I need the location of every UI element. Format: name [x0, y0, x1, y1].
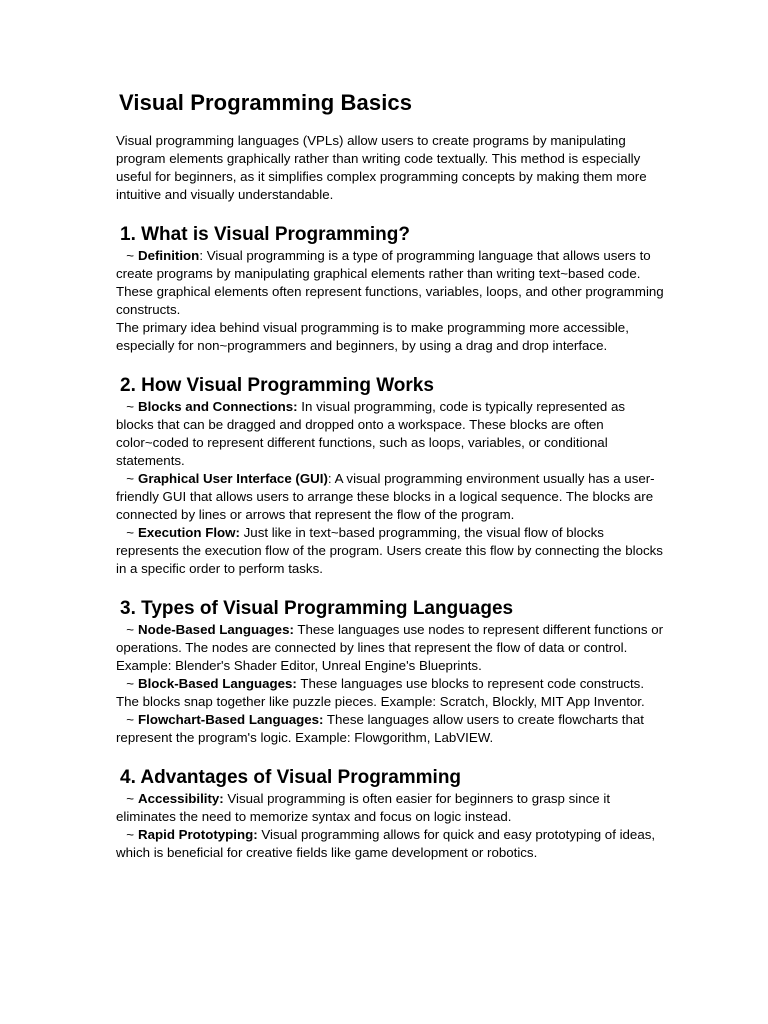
item-separator: : — [199, 248, 204, 263]
list-item — [116, 470, 666, 524]
item-text: These languages allow users to create flowcharts that represent the program's logic. Example: Flowgorithm, LabVIEW. — [116, 712, 644, 745]
list-item — [116, 398, 666, 470]
item-text: Just like in text~based programming, the visual flow of blocks represents the execution flow of the program. Users create this flow by connecting the blocks in a specific order to perform tasks. — [116, 525, 663, 576]
section-heading: 4. Advantages of Visual Programming — [120, 767, 462, 788]
tilde-marker: ~ — [126, 676, 134, 691]
tilde-marker: ~ — [126, 471, 134, 486]
item-text: These languages use nodes to represent different functions or operations. The nodes are connected by lines that represent the flow of data or control. Example: Blender's Shader Editor, Unreal Engine's Blueprints. — [116, 622, 664, 673]
item-term: Block-Based Languages: — [138, 676, 297, 691]
item-term: Rapid Prototyping: — [138, 827, 258, 842]
item-separator: : — [327, 471, 332, 486]
tilde-marker: ~ — [126, 399, 134, 414]
document-page — [116, 88, 666, 862]
item-text: Visual programming allows for quick and easy prototyping of ideas, which is beneficial for creative fields like game development or robotics. — [116, 827, 656, 860]
item-term: Blocks and Connections: — [138, 399, 298, 414]
section-heading: 3. Types of Visual Programming Languages — [120, 598, 514, 619]
list-item — [116, 790, 666, 826]
item-term: Accessibility: — [138, 791, 224, 806]
section-what-is — [116, 223, 666, 355]
item-text: These languages use blocks to represent code constructs. The blocks snap together like puzzle pieces. Example: Scratch, Blockly, MIT App Inventor. — [116, 676, 645, 709]
item-term: Flowchart-Based Languages: — [138, 712, 324, 727]
section-how-it-works — [116, 374, 666, 578]
item-term: Definition — [138, 248, 200, 263]
item-term: Graphical User Interface (GUI) — [138, 471, 328, 486]
tilde-marker: ~ — [126, 827, 134, 842]
section-heading: 1. What is Visual Programming? — [120, 224, 410, 245]
list-item — [116, 621, 666, 675]
tilde-marker: ~ — [126, 248, 134, 263]
list-item — [116, 524, 666, 578]
intro-paragraph: Visual programming languages (VPLs) allow users to create programs by manipulating program elements graphically rather than writing code textually. This method is especially useful for beginners, as it simplifies complex programming concepts by making them more intuitive and visually understandable. — [116, 133, 647, 202]
document-title: Visual Programming Basics — [119, 90, 413, 115]
tilde-marker: ~ — [126, 712, 134, 727]
item-text: A visual programming environment usually has a user-friendly GUI that allows users to arrange these blocks in a logical sequence. The blocks are connected by lines or arrows that represent the flow of the program. — [116, 471, 655, 522]
section-types — [116, 597, 666, 747]
section-heading: 2. How Visual Programming Works — [120, 375, 434, 396]
list-item — [116, 247, 666, 319]
item-term: Node-Based Languages: — [138, 622, 294, 637]
list-item — [116, 826, 666, 862]
section-advantages — [116, 766, 666, 862]
item-text: Visual programming is often easier for beginners to grasp since it eliminates the need to memorize syntax and focus on logic instead. — [116, 791, 611, 824]
tilde-marker: ~ — [126, 525, 134, 540]
tilde-marker: ~ — [126, 622, 134, 637]
item-text: In visual programming, code is typically represented as blocks that can be dragged and dropped onto a workspace. These blocks are often color~coded to represent different functions, such as loops, variables, or conditional statements. — [116, 399, 625, 468]
tilde-marker: ~ — [126, 791, 134, 806]
item-term: Execution Flow: — [138, 525, 240, 540]
item-text: Visual programming is a type of programming language that allows users to create programs by manipulating graphical elements rather than writing text~based code. These graphical elements often represent functions, variables, loops, and other programming constructs. — [116, 248, 664, 317]
section-note: The primary idea behind visual programming is to make programming more accessible, especially for non~programmers and beginners, by using a drag and drop interface. — [116, 320, 629, 353]
list-item — [116, 675, 666, 711]
list-item — [116, 711, 666, 747]
